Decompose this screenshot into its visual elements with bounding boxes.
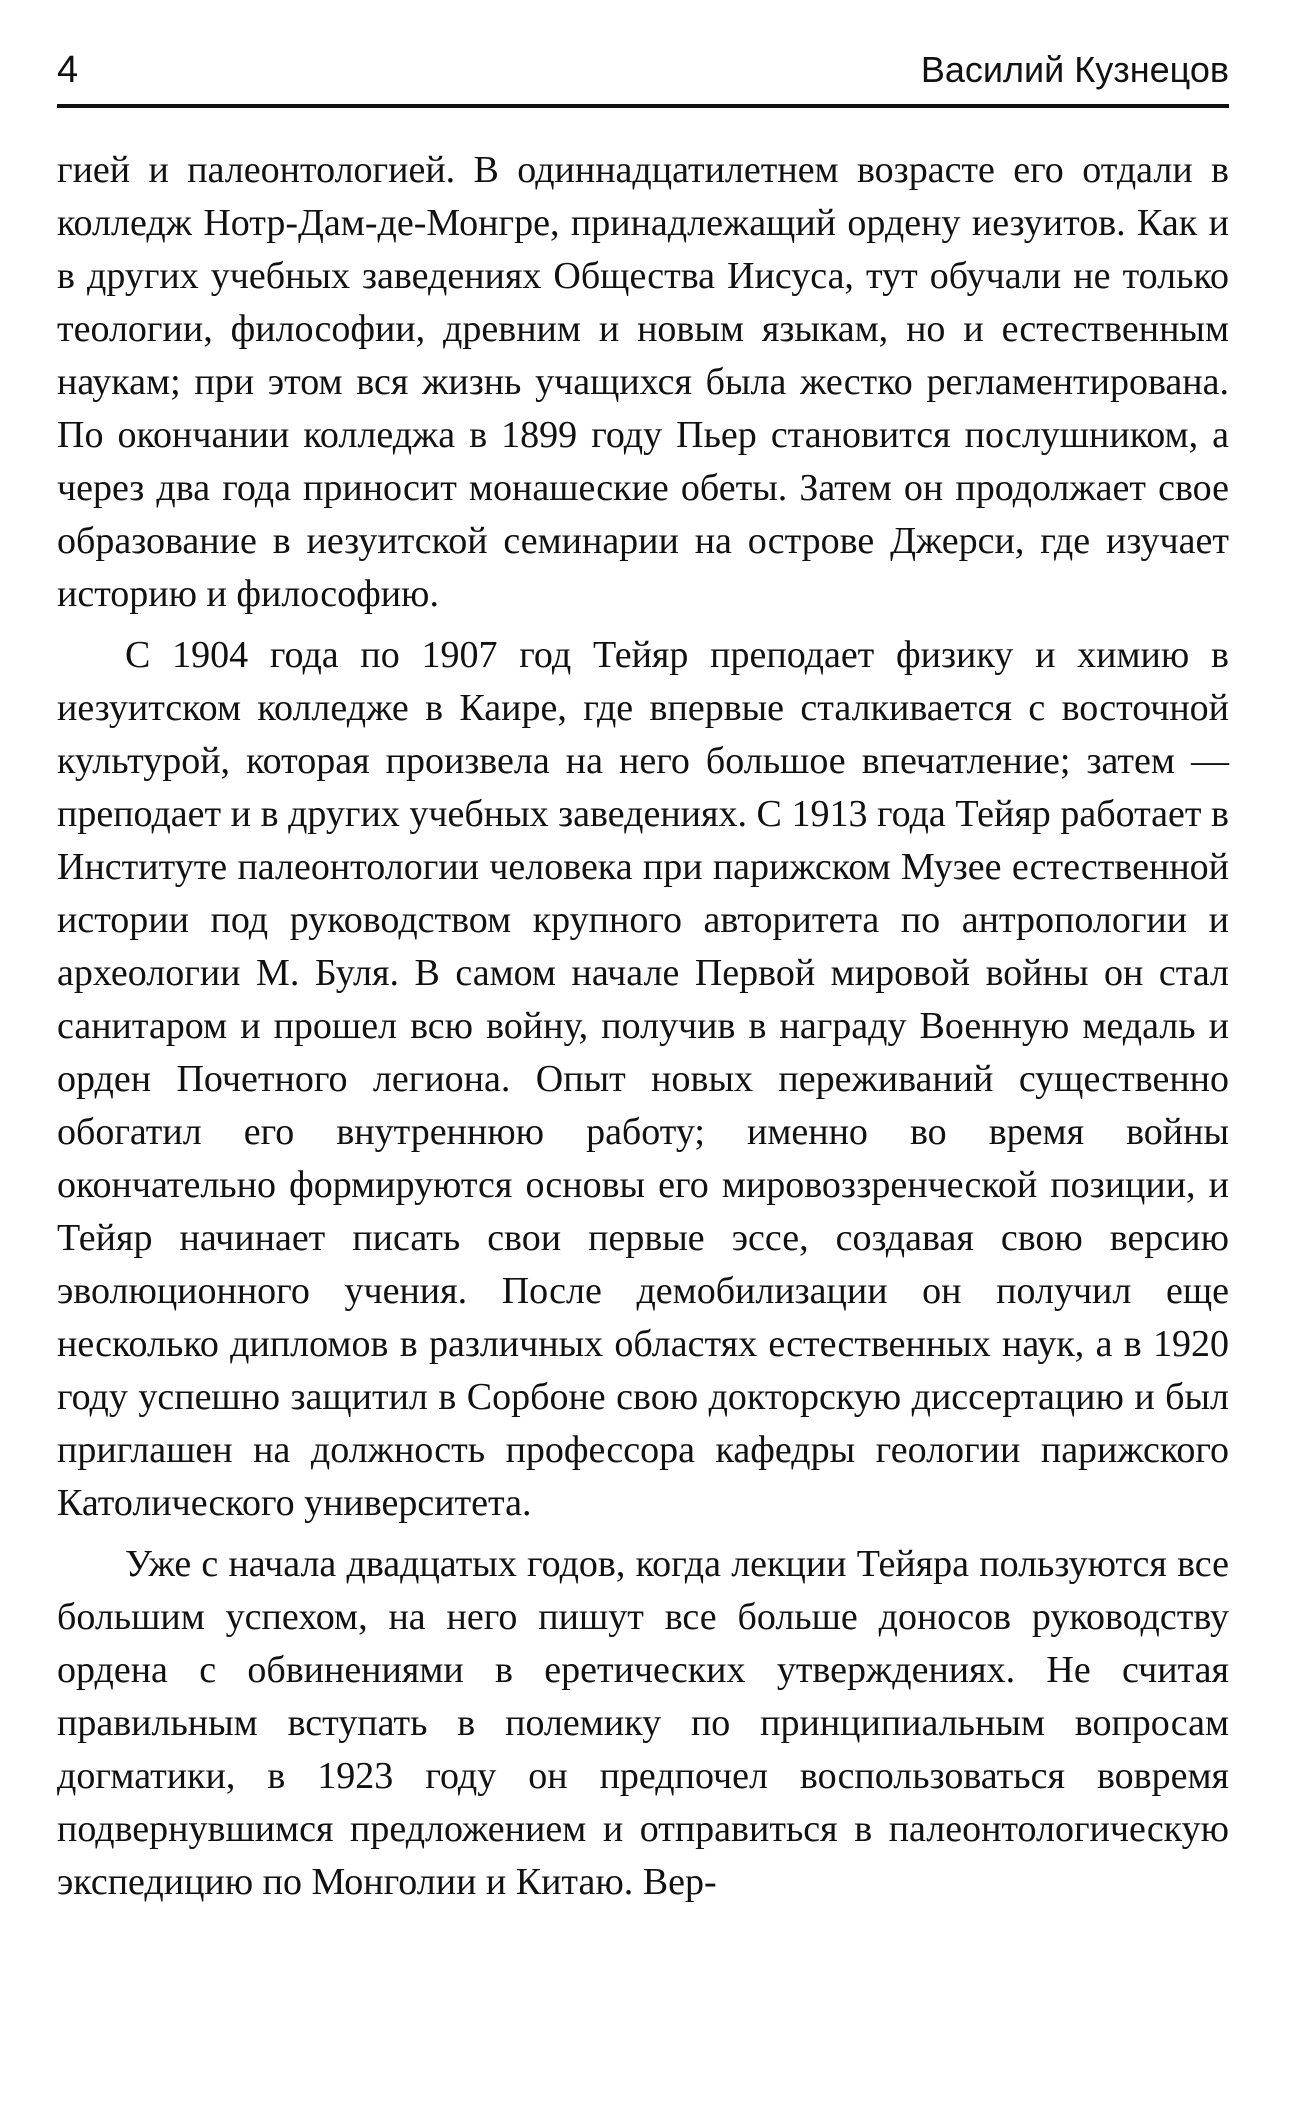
page-number: 4 xyxy=(57,49,79,91)
running-head-author: Василий Кузнецов xyxy=(920,49,1229,90)
body-text xyxy=(57,144,1229,1909)
paragraph-1: гией и палеонтологией. В одиннадцатилетнем возрасте его отдали в колледж Нотр-Дам-де-Монгре, принадлежащий ордену иезуитов. Как и в других учебных заведениях Общества Иисуса, тут обучали не только теологии, философии, древним и новым языкам, но и естественным наукам; при этом вся жизнь учащихся была жестко регламентирована. По окончании колледжа в 1899 году Пьер становится послушником, а через два года приносит монашеские обеты. Затем он продолжает свое образование в иезуитской семинарии на острове Джерси, где изучает историю и философию. xyxy=(57,149,1229,615)
paragraph-3: Уже с начала двадцатых годов, когда лекции Тейяра пользуются все большим успехом, на него пишут все больше доносов руководству ордена с обвинениями в еретических утверждениях. Не считая правильным вступать в полемику по принципиальным вопросам догматики, в 1923 году он предпочел воспользоваться вовремя подвернувшимся предложением и отправиться в палеонтологическую экспедицию по Монголии и Китаю. Вер- xyxy=(57,1543,1229,1903)
book-page xyxy=(57,40,1229,1909)
paragraph-2: С 1904 года по 1907 год Тейяр преподает физику и химию в иезуитском колледже в Каире, где впервые сталкивается с восточной культурой, которая произвела на него большое впечатление; затем — преподает и в других учебных заведениях. С 1913 года Тейяр работает в Институте палеонтологии человека при парижском Музее естественной истории под руководством крупного авторитета по антропологии и археологии М. Буля. В самом начале Первой мировой войны он стал санитаром и прошел всю войну, получив в награду Военную медаль и орден Почетного легиона. Опыт новых переживаний существенно обогатил его внутреннюю работу; именно во время войны окончательно формируются основы его мировоззренческой позиции, и Тейяр начинает писать свои первые эссе, создавая свою версию эволюционного учения. После демобилизации он получил еще несколько дипломов в различных областях естественных наук, а в 1920 году успешно защитил в Сорбоне свою докторскую диссертацию и был приглашен на должность профессора кафедры геологии парижского Католического университета. xyxy=(57,634,1229,1524)
page-header xyxy=(57,40,1229,108)
